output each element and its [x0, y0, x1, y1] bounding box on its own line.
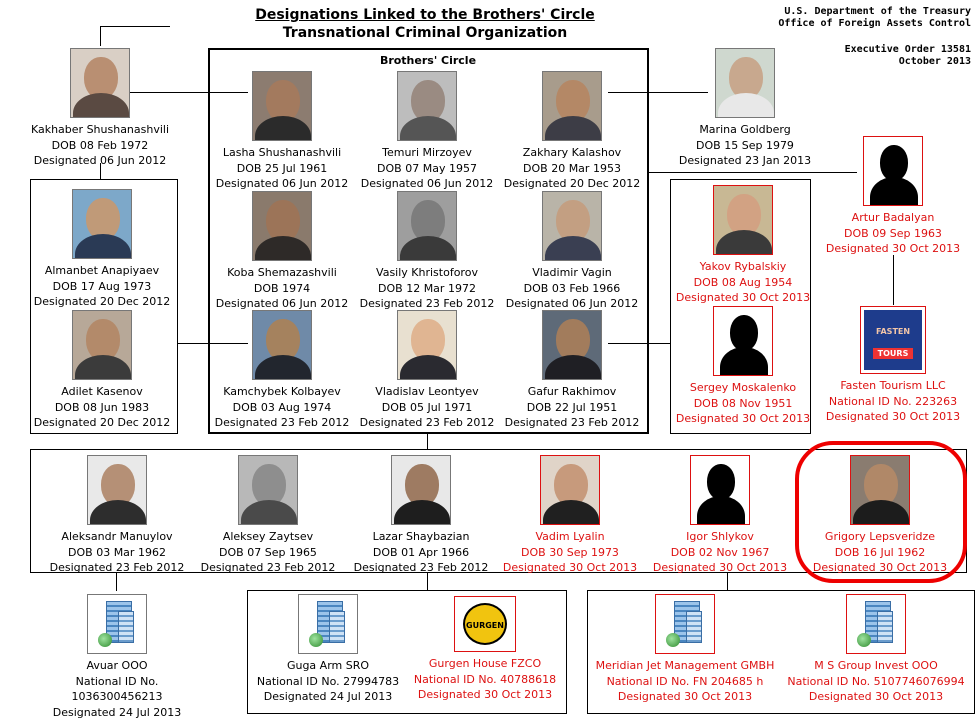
entity-card-msgroup [781, 594, 971, 705]
entity-id: National ID No. FN 204685 h [587, 674, 783, 690]
person-dob: DOB 03 Aug 1974 [207, 400, 357, 416]
entity-name: Fasten Tourism LLC [818, 378, 968, 394]
agency-line-2: Office of Foreign Assets Control [778, 18, 971, 30]
person-photo [397, 310, 457, 380]
person-designated: Designated 30 Oct 2013 [668, 290, 818, 306]
person-dob: DOB 22 Jul 1951 [497, 400, 647, 416]
logo-text: FASTEN [864, 324, 922, 340]
connector [427, 433, 428, 449]
person-photo [72, 310, 132, 380]
entity-id: National ID No. 5107746076994 [781, 674, 971, 690]
person-photo [70, 48, 130, 118]
person-dob: DOB 09 Sep 1963 [818, 226, 968, 242]
title-line-2: Transnational Criminal Organization [170, 24, 680, 42]
connector [100, 26, 101, 46]
person-dob: DOB 15 Sep 1979 [670, 138, 820, 154]
person-designated: Designated 23 Feb 2012 [352, 415, 502, 431]
silhouette-icon [713, 306, 773, 376]
person-card-marina [670, 48, 820, 169]
person-card-aleksandr [42, 455, 192, 576]
entity-designated: Designated 30 Oct 2013 [587, 689, 783, 705]
person-name: Kamchybek Kolbayev [207, 384, 357, 400]
agency-line-1: U.S. Department of the Treasury [778, 6, 971, 18]
person-card-yakov [668, 185, 818, 306]
person-card-almanbet [27, 189, 177, 310]
person-photo [252, 71, 312, 141]
person-name: Koba Shemazashvili [207, 265, 357, 281]
entity-card-avuar [42, 594, 192, 720]
person-name: Grigory Lepsveridze [805, 529, 955, 545]
entity-designated: Designated 30 Oct 2013 [818, 409, 968, 425]
building-icon [87, 594, 147, 654]
person-dob: DOB 02 Nov 1967 [645, 545, 795, 561]
person-dob: DOB 16 Jul 1962 [805, 545, 955, 561]
chart-title [170, 6, 680, 42]
entity-name: M S Group Invest OOO [781, 658, 971, 674]
person-dob: DOB 08 Jun 1983 [27, 400, 177, 416]
entity-card-gurgen [410, 596, 560, 703]
person-dob: DOB 25 Jul 1961 [207, 161, 357, 177]
person-dob: DOB 03 Feb 1966 [497, 281, 647, 297]
entity-designated: Designated 24 Jul 2013 [253, 689, 403, 705]
entity-id: National ID No. 1036300456213 [42, 674, 192, 705]
person-name: Yakov Rybalskiy [668, 259, 818, 275]
building-icon [655, 594, 715, 654]
person-designated: Designated 30 Oct 2013 [668, 411, 818, 427]
person-dob: DOB 07 Sep 1965 [193, 545, 343, 561]
person-name: Temuri Mirzoyev [352, 145, 502, 161]
person-designated: Designated 30 Oct 2013 [805, 560, 955, 576]
person-name: Lasha Shushanashvili [207, 145, 357, 161]
person-dob: DOB 07 May 1957 [352, 161, 502, 177]
agency-block [778, 6, 971, 30]
person-card-lazar [346, 455, 496, 576]
person-card-vasily [352, 191, 502, 312]
person-card-artur [818, 136, 968, 257]
person-name: Vladimir Vagin [497, 265, 647, 281]
person-name: Lazar Shaybazian [346, 529, 496, 545]
person-designated: Designated 30 Oct 2013 [495, 560, 645, 576]
connector [727, 573, 728, 590]
person-name: Aleksey Zaytsev [193, 529, 343, 545]
entity-id: National ID No. 40788618 [410, 672, 560, 688]
person-dob: DOB 30 Sep 1973 [495, 545, 645, 561]
person-dob: DOB 08 Nov 1951 [668, 396, 818, 412]
person-dob: DOB 20 Mar 1953 [497, 161, 647, 177]
person-designated: Designated 23 Feb 2012 [497, 415, 647, 431]
entity-card-guga [253, 594, 403, 705]
gurgen-house-logo [454, 596, 516, 652]
person-card-koba [207, 191, 357, 312]
person-card-sergey [668, 306, 818, 427]
person-designated: Designated 06 Jun 2012 [352, 176, 502, 192]
person-designated: Designated 23 Feb 2012 [42, 560, 192, 576]
person-photo [713, 185, 773, 255]
title-line-1: Designations Linked to the Brothers' Circle [170, 6, 680, 24]
logo-text: GURGEN [463, 603, 507, 645]
entity-name: Avuar OOO [42, 658, 192, 674]
person-designated: Designated 30 Oct 2013 [645, 560, 795, 576]
connector [893, 255, 894, 305]
person-photo [238, 455, 298, 525]
person-designated: Designated 20 Dec 2012 [497, 176, 647, 192]
person-designated: Designated 23 Feb 2012 [193, 560, 343, 576]
entity-id: National ID No. 27994783 [253, 674, 403, 690]
logo-text: TOURS [873, 348, 913, 359]
person-card-zakhary [497, 71, 647, 192]
entity-id: National ID No. 223263 [818, 394, 968, 410]
person-name: Igor Shlykov [645, 529, 795, 545]
person-card-vladimir [497, 191, 647, 312]
person-dob: DOB 1974 [207, 281, 357, 297]
entity-designated: Designated 30 Oct 2013 [410, 687, 560, 703]
eo-line-2: October 2013 [845, 56, 971, 68]
building-icon [298, 594, 358, 654]
person-card-gafur [497, 310, 647, 431]
person-photo [72, 189, 132, 259]
person-dob: DOB 03 Mar 1962 [42, 545, 192, 561]
person-name: Adilet Kasenov [27, 384, 177, 400]
person-photo [397, 71, 457, 141]
person-photo [542, 71, 602, 141]
highlight-circle [795, 441, 967, 583]
person-designated: Designated 20 Dec 2012 [27, 294, 177, 310]
person-name: Kakhaber Shushanashvili [25, 122, 175, 138]
executive-order-block [845, 44, 971, 68]
person-photo [715, 48, 775, 118]
entity-designated: Designated 24 Jul 2013 [42, 705, 192, 720]
building-icon [846, 594, 906, 654]
person-designated: Designated 30 Oct 2013 [818, 241, 968, 257]
connector [100, 26, 170, 27]
person-name: Gafur Rakhimov [497, 384, 647, 400]
person-card-vadim [495, 455, 645, 576]
silhouette-icon [863, 136, 923, 206]
eo-line-1: Executive Order 13581 [845, 44, 971, 56]
person-designated: Designated 06 Jun 2012 [497, 296, 647, 312]
person-card-igor [645, 455, 795, 576]
person-photo [391, 455, 451, 525]
person-name: Zakhary Kalashov [497, 145, 647, 161]
person-card-kamchybek [207, 310, 357, 431]
entity-card-fasten [818, 306, 968, 425]
entity-name: Guga Arm SRO [253, 658, 403, 674]
person-name: Marina Goldberg [670, 122, 820, 138]
person-name: Vadim Lyalin [495, 529, 645, 545]
person-photo [542, 310, 602, 380]
connector [116, 573, 117, 591]
person-name: Almanbet Anapiyaev [27, 263, 177, 279]
entity-name: Gurgen House FZCO [410, 656, 560, 672]
person-photo [87, 455, 147, 525]
person-card-adilet [27, 310, 177, 431]
person-photo [397, 191, 457, 261]
person-designated: Designated 20 Dec 2012 [27, 415, 177, 431]
person-designated: Designated 23 Feb 2012 [352, 296, 502, 312]
person-dob: DOB 08 Aug 1954 [668, 275, 818, 291]
person-card-lasha [207, 71, 357, 192]
person-name: Sergey Moskalenko [668, 380, 818, 396]
person-card-aleksey [193, 455, 343, 576]
person-dob: DOB 01 Apr 1966 [346, 545, 496, 561]
person-card-temuri [352, 71, 502, 192]
brothers-circle-label: Brothers' Circle [210, 54, 646, 67]
person-designated: Designated 23 Jan 2013 [670, 153, 820, 169]
person-name: Vasily Khristoforov [352, 265, 502, 281]
entity-designated: Designated 30 Oct 2013 [781, 689, 971, 705]
person-designated: Designated 23 Feb 2012 [207, 415, 357, 431]
person-card-vladislav [352, 310, 502, 431]
person-dob: DOB 12 Mar 1972 [352, 281, 502, 297]
connector [427, 573, 428, 590]
silhouette-icon [690, 455, 750, 525]
person-dob: DOB 17 Aug 1973 [27, 279, 177, 295]
person-designated: Designated 06 Jun 2012 [207, 296, 357, 312]
person-card-kakhaber [25, 48, 175, 169]
person-designated: Designated 23 Feb 2012 [346, 560, 496, 576]
person-photo [542, 191, 602, 261]
person-photo [540, 455, 600, 525]
entity-name: Meridian Jet Management GMBH [587, 658, 783, 674]
person-designated: Designated 06 Jun 2012 [207, 176, 357, 192]
person-name: Aleksandr Manuylov [42, 529, 192, 545]
person-photo [252, 191, 312, 261]
person-dob: DOB 08 Feb 1972 [25, 138, 175, 154]
person-name: Artur Badalyan [818, 210, 968, 226]
person-name: Vladislav Leontyev [352, 384, 502, 400]
person-photo [252, 310, 312, 380]
entity-card-meridian [587, 594, 783, 705]
fasten-tours-logo [860, 306, 926, 374]
person-dob: DOB 05 Jul 1971 [352, 400, 502, 416]
person-designated: Designated 06 Jun 2012 [25, 153, 175, 169]
